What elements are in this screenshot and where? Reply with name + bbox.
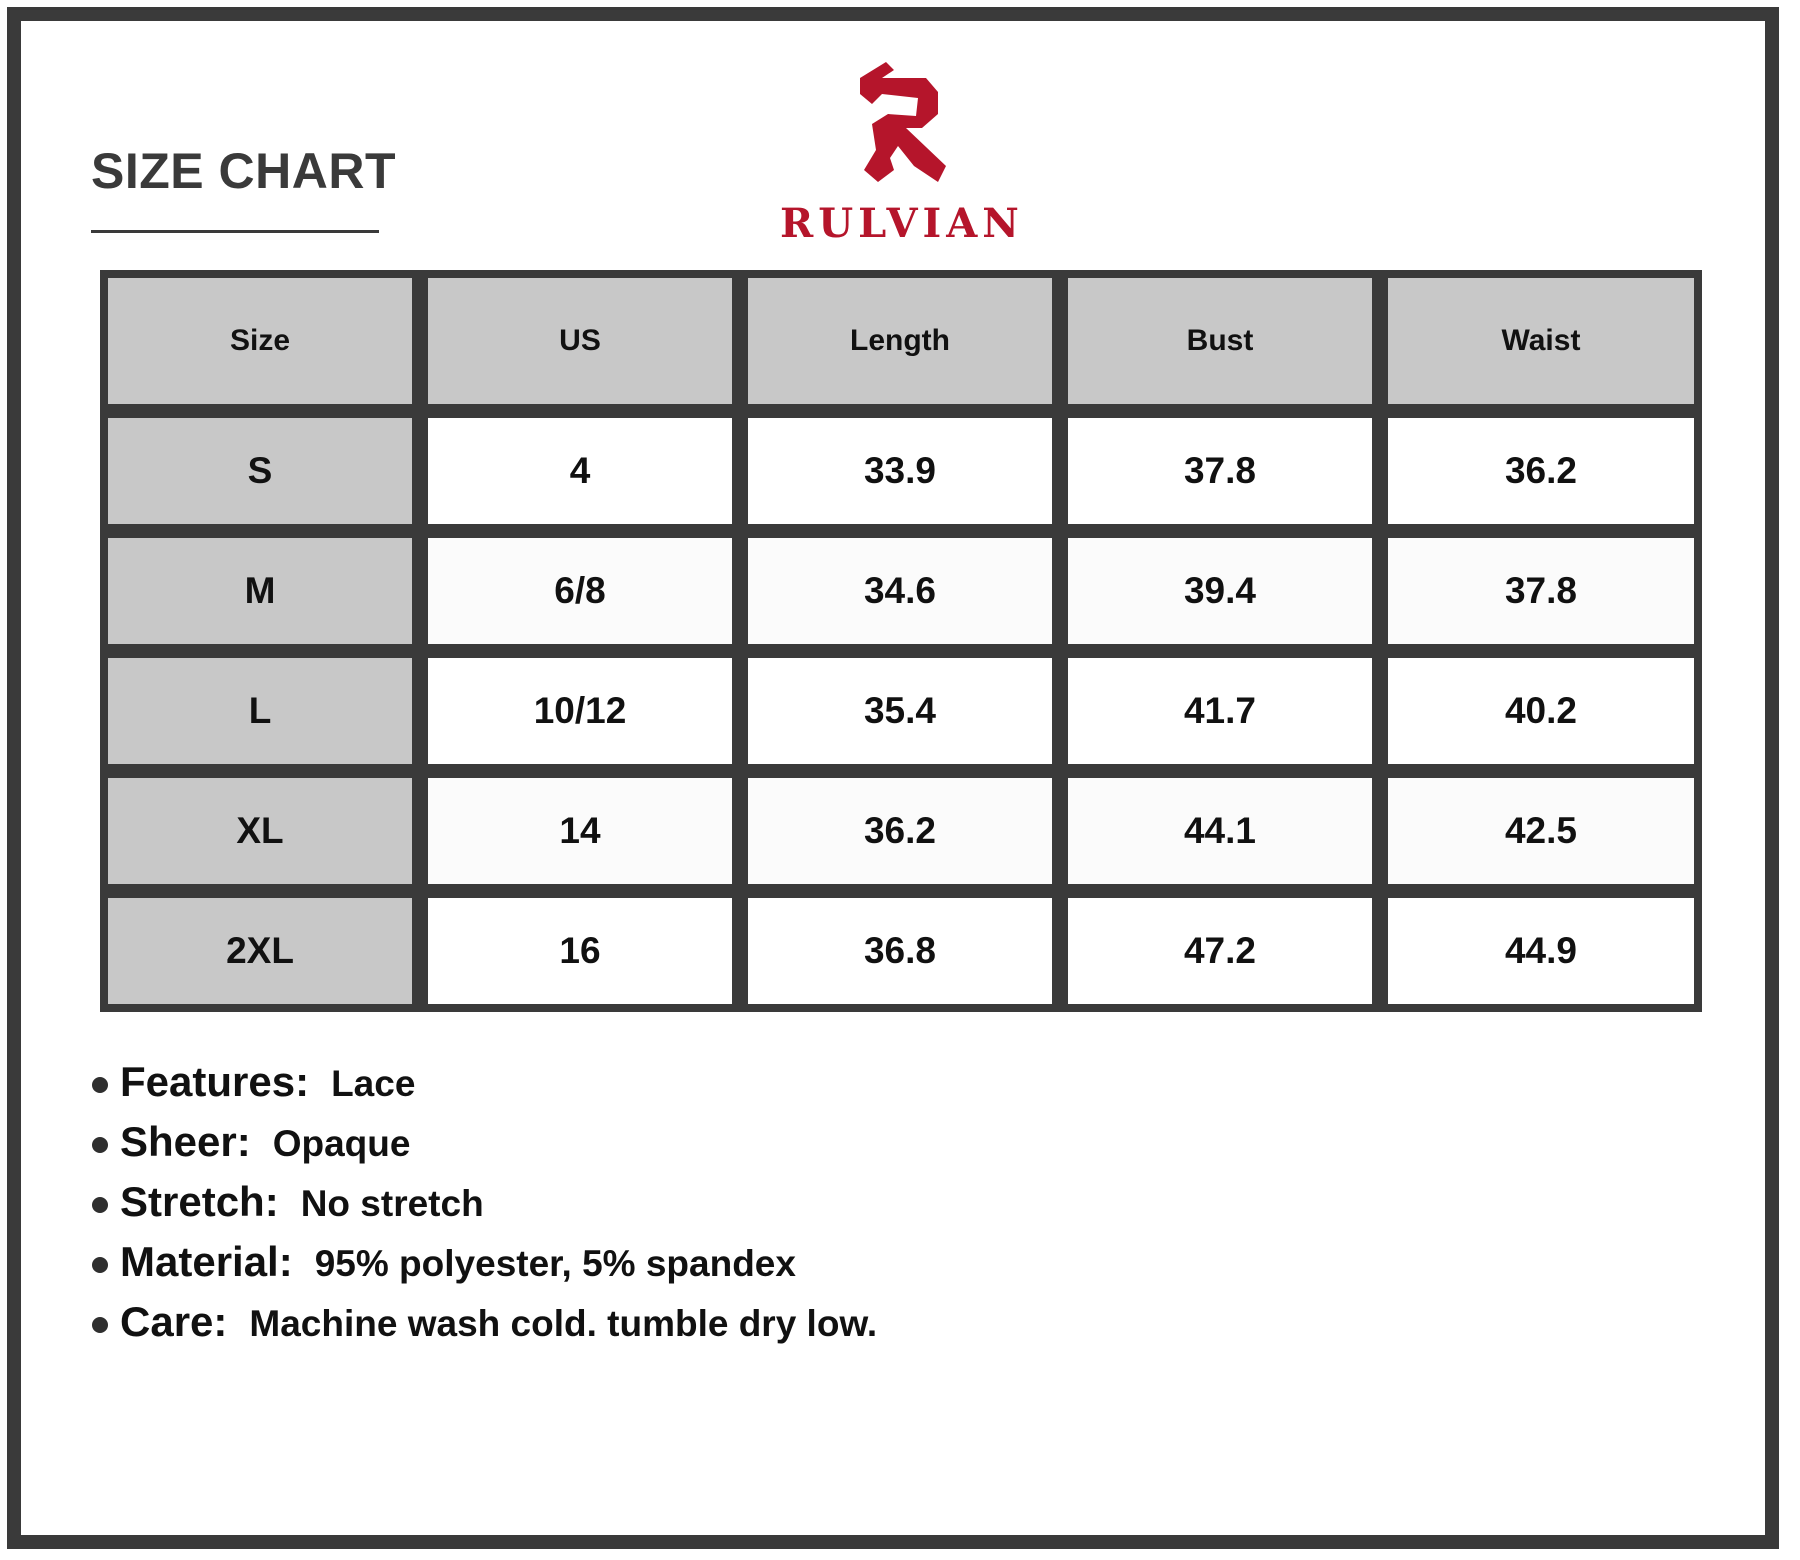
table-cell-waist: 37.8	[1388, 538, 1694, 644]
bullet-icon	[92, 1137, 108, 1153]
table-cell-length: 36.8	[748, 898, 1052, 1004]
detail-label: Features:	[120, 1058, 310, 1105]
bullet-icon	[92, 1257, 108, 1273]
detail-value: Opaque	[272, 1123, 411, 1164]
table-cell-waist: 40.2	[1388, 658, 1694, 764]
detail-label: Material:	[120, 1238, 293, 1285]
table-cell-waist: 36.2	[1388, 418, 1694, 524]
row-size-cell: 2XL	[108, 898, 412, 1004]
header-cell-waist: Waist	[1388, 278, 1694, 404]
row-size-cell: M	[108, 538, 412, 644]
detail-label: Care:	[120, 1298, 228, 1345]
table-cell-us: 6/8	[428, 538, 732, 644]
table-cell-bust: 37.8	[1068, 418, 1372, 524]
detail-item-care	[90, 1298, 877, 1358]
table-cell-length: 33.9	[748, 418, 1052, 524]
table-cell-waist: 44.9	[1388, 898, 1694, 1004]
product-details-list	[90, 1058, 877, 1358]
table-cell-bust: 47.2	[1068, 898, 1372, 1004]
detail-value: No stretch	[300, 1183, 484, 1224]
table-cell-us: 10/12	[428, 658, 732, 764]
bullet-icon	[92, 1197, 108, 1213]
header-cell-us: US	[428, 278, 732, 404]
brand-name: RULVIAN	[780, 200, 1024, 247]
detail-item-stretch	[90, 1178, 877, 1238]
page-title: SIZE CHART	[91, 143, 396, 199]
table-cell-length: 36.2	[748, 778, 1052, 884]
table-cell-bust: 41.7	[1068, 658, 1372, 764]
size-chart-table	[100, 270, 1702, 1012]
table-cell-waist: 42.5	[1388, 778, 1694, 884]
table-cell-us: 16	[428, 898, 732, 1004]
title-underline	[91, 230, 379, 233]
detail-label: Sheer:	[120, 1118, 251, 1165]
detail-value: 95% polyester, 5% spandex	[314, 1243, 796, 1284]
detail-item-sheer	[90, 1118, 877, 1178]
table-cell-bust: 44.1	[1068, 778, 1372, 884]
table-cell-length: 35.4	[748, 658, 1052, 764]
detail-value: Lace	[331, 1063, 416, 1104]
header-cell-size: Size	[108, 278, 412, 404]
table-cell-us: 4	[428, 418, 732, 524]
table-cell-length: 34.6	[748, 538, 1052, 644]
table-cell-bust: 39.4	[1068, 538, 1372, 644]
row-size-cell: L	[108, 658, 412, 764]
brand-logo	[780, 62, 1024, 252]
bullet-icon	[92, 1077, 108, 1093]
detail-label: Stretch:	[120, 1178, 279, 1225]
row-size-cell: S	[108, 418, 412, 524]
row-size-cell: XL	[108, 778, 412, 884]
rulvian-r-logo-icon	[842, 62, 962, 197]
table-cell-us: 14	[428, 778, 732, 884]
detail-item-material	[90, 1238, 877, 1298]
bullet-icon	[92, 1317, 108, 1333]
header-cell-bust: Bust	[1068, 278, 1372, 404]
detail-value: Machine wash cold. tumble dry low.	[249, 1303, 878, 1344]
header-cell-length: Length	[748, 278, 1052, 404]
detail-item-features	[90, 1058, 877, 1118]
